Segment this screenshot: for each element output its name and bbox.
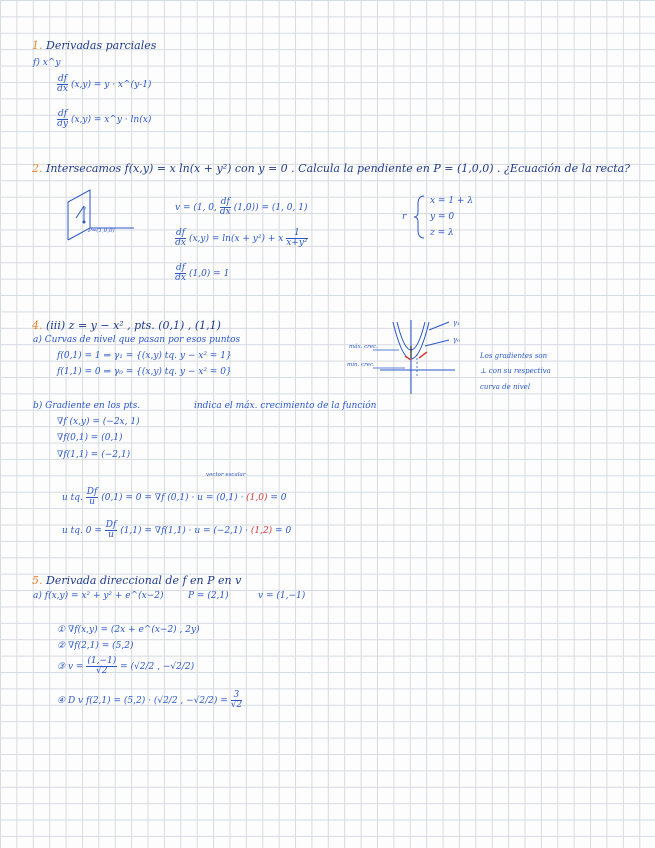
s5-step4: ④ D v f(2,1) = (5,2) · (√2/2 , −√2/2) = $\frac{3}{√2}$: [57, 690, 243, 710]
s4b-line2: ∇f(0,1) = (0,1): [57, 433, 123, 443]
s4b-line3: ∇f(1,1) = (−2,1): [57, 450, 131, 460]
note-line1: Los gradientes son: [480, 352, 548, 360]
note-line3: curva de nivel: [480, 383, 531, 391]
s4-cond2: u tq. 0 = $\frac{Df}{u}$ (1,1) = ∇f(1,1) · u = (−2,1) · (1,2) = 0: [62, 520, 292, 540]
s2-deriv: $\frac{df}{dx}$ (x,y) = ln(x + y²) + x $\frac{1}{\text{x+y²}}$: [175, 228, 308, 248]
s5-step1: ① ∇f(x,y) = (2x + e^(x−2) , 2y): [57, 625, 200, 635]
fig-max-label: máx. crec.: [349, 344, 378, 350]
s5-point: P = (2,1): [188, 591, 229, 601]
sys-line3: z = λ: [430, 228, 454, 238]
s4a-line2: f(1,1) = 0 ⇒ γ₀ = {(x,y) tq. y − x² = 0}: [57, 367, 232, 377]
s4b-heading: b) Gradiente en los pts.: [33, 401, 141, 411]
level-curves-diagram: [345, 316, 475, 396]
fig-min-label: mín. crec.: [347, 362, 375, 368]
fig-p-label: P=(1,0,0): [88, 228, 115, 234]
s2-vline: v = (1, 0, $\frac{df}{dx}$ (1,0)) = (1, 0, 1): [175, 197, 308, 217]
sys-line2: y = 0: [430, 212, 455, 222]
s5-step2: ② ∇f(2,1) = (5,2): [57, 641, 134, 651]
section4-title: 4. (iii) z = y − x² , pts. (0,1) , (1,1): [32, 319, 221, 332]
s2-deriv-value: $\frac{df}{dx}$ (1,0) = 1: [175, 263, 230, 283]
s5a-heading: a) f(x,y) = x² + y² + e^(x−2): [33, 591, 164, 601]
s4a-heading: a) Curvas de nivel que pasan por esos puntos: [33, 335, 241, 345]
fig-gamma1: γ₁: [453, 319, 460, 327]
sys-line1: x = 1 + λ: [430, 196, 474, 206]
s4b-note: indica el máx. crecimiento de la función: [194, 401, 377, 411]
plane-diagram: [62, 188, 142, 248]
s4b-line1: ∇f (x,y) = (−2x, 1): [57, 417, 140, 427]
note-line2: ⊥ con su respectiva: [480, 367, 551, 375]
s2-r: r: [402, 212, 407, 222]
fig-gamma0: γ₀: [453, 336, 460, 344]
system-brace: [414, 194, 426, 240]
s1-item: f) x^y: [33, 58, 61, 68]
s5-step3: ③ v = $\frac{(1,-1)}{√2}$ = (√2/2 , −√2/2): [57, 656, 195, 676]
s5-vector: v = (1,−1): [258, 591, 306, 601]
s1-dfdy: $\frac{df}{dy}$ (x,y) = x^y · ln(x): [57, 109, 152, 129]
section2-title: 2. Intersecamos f(x,y) = x ln(x + y²) con y = 0 . Calcula la pendiente en P = (1,0,0) . ¿Ecuación de la recta?: [32, 162, 631, 175]
s4a-line1: f(0,1) = 1 ⇒ γ₁ = {(x,y) tq. y − x² = 1}: [57, 351, 232, 361]
vector-escalar-label: vector escalar: [206, 472, 246, 478]
section1-title: 1. Derivadas parciales: [32, 39, 157, 52]
s1-dfdx: $\frac{df}{dx}$ (x,y) = y · x^(y-1): [57, 74, 152, 94]
s4-cond1: u tq. $\frac{Df}{u}$ (0,1) = 0 = ∇f (0,1) · u = (0,1) · (1,0) = 0: [62, 487, 287, 507]
section5-title: 5. Derivada direccional de f en P en v: [32, 574, 242, 587]
fig-v-label: v: [83, 206, 87, 212]
